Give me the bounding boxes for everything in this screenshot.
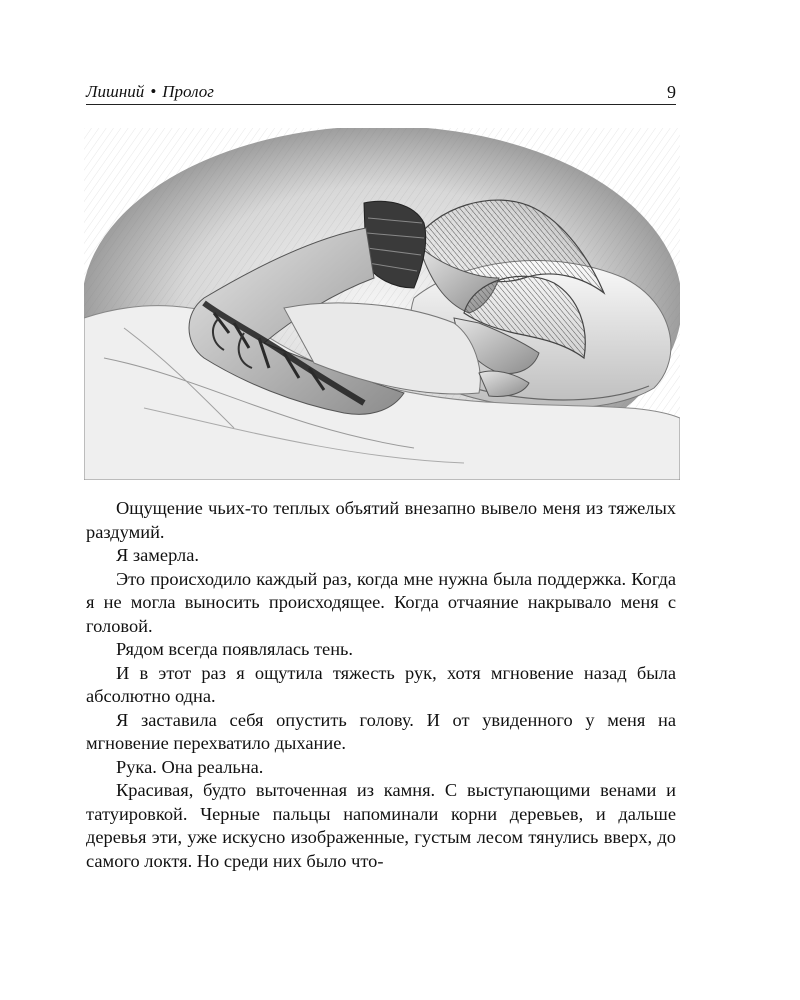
header-title-group	[86, 82, 214, 102]
body-text	[86, 497, 676, 873]
running-header	[86, 78, 676, 102]
paragraph-4: Рядом всегда появлялась тень.	[116, 639, 354, 659]
header-separator: •	[150, 82, 157, 101]
chapter-title: Пролог	[162, 82, 214, 101]
header-rule	[86, 104, 676, 105]
illustration-sleeping-couple-icon	[84, 128, 680, 480]
paragraph-3: Это происходило каждый раз, когда мне нужна была поддержка. Когда я не могла выносить происходящее. Когда отчаяние накрывало меня с головой.	[86, 568, 676, 636]
paragraph-6: Я заставила себя опустить голову. И от увиденного у меня на мгновение перехватило дыхание.	[86, 709, 676, 753]
paragraph-2: Я замерла.	[116, 545, 199, 565]
paragraph-1: Ощущение чьих-то теплых объятий внезапно вывело меня из тяжелых раздумий.	[86, 498, 676, 542]
paragraph-5: И в этот раз я ощутила тяжесть рук, хотя мгновение назад была абсолютно одна.	[86, 662, 676, 706]
paragraph-7: Рука. Она реальна.	[116, 756, 264, 777]
paragraph-8: Красивая, будто выточенная из камня. С выступающими венами и татуировкой. Черные пальцы напоминали корни деревьев, и дальше деревья эти, уже искусно изображенные, густым лесом тянулись вверх, до самого локтя. Но среди них было что-	[86, 780, 676, 871]
page-number: 9	[667, 82, 676, 102]
book-title: Лишний	[86, 82, 145, 101]
